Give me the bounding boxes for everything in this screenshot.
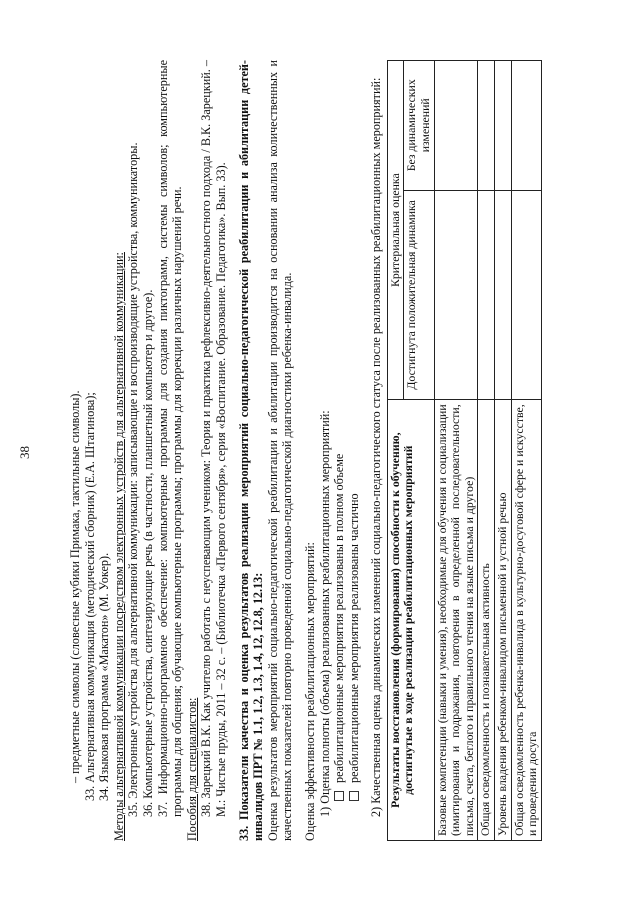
paragraph: Оценка эффективности реабилитационных мероприятий: (302, 542, 317, 841)
table-cell-achieved[interactable] (434, 190, 478, 400)
list-item: 34. Языковая программа «Макатон» (М. Уокер). (97, 552, 112, 801)
list-item: 38. Зарецкий В.К. Как учителю работать с неуспевающим учеником: Теория и практика рефлексивно-деятельностного подхода / В.К. Зарецкий. – М.: Чистые пруды, 2011 – 32 с. – (Библиотечка «Первого сентября», серия «Воспитание. Образование. Педагогика». Вып. 33). (199, 60, 228, 817)
table-row (511, 61, 541, 841)
list-item: 36. Компьютерные устройства, синтезирующие речь (в частности, планшетный компьютер и другое). (140, 289, 155, 817)
table-cell-no-change[interactable] (511, 61, 541, 191)
table-cell-no-change[interactable] (434, 61, 478, 191)
table-header-achieved: Достигнута положительная динамика (404, 190, 434, 400)
list-item: 35. Электронные устройства для альтернативной коммуникации: записывающие и воспроизводящие устройства, коммуникаторы. (126, 142, 141, 817)
checkbox-option: реабилитационные мероприятия реализованы частично (347, 60, 362, 841)
table-row (478, 61, 495, 841)
table-cell-achieved[interactable] (478, 190, 495, 400)
checkbox-icon (349, 791, 359, 801)
paragraph: Оценка результатов мероприятий социально-педагогической реабилитации и абилитации производится на основании анализа количественных и качественных показателей повторно проведенной социально-педагогической диагностики ребенка-инвалида. (265, 60, 295, 841)
section-title: 33. Показатели качества и оценка результатов реализации мероприятий социально-педагогической реабилитации и абилитации детей-инвалидов ПРТ № 1.1, 1.2, 1.3, 1.4, 12, 12.8, 12.13: (236, 60, 266, 841)
list-item: 37. Информационно-программное обеспечение: компьютерные программы для создания пиктограмм, системы символов; компьютерные программы для общения; обучающие компьютерные программы; программы для коррекции различных нарушений речи. (155, 60, 185, 817)
criteria-table (387, 60, 542, 841)
list-item: 33. Альтернативная коммуникация (методический сборник) (Е.А. Штагинова); (82, 392, 97, 801)
checkbox-icon (334, 791, 344, 801)
numbered-item: 2) Качественная оценка динамических изменений социально-педагогического статуса после реализованных реабилитационных мероприятий: (369, 77, 384, 817)
page-number: 38 (17, 446, 32, 459)
section-heading: Пособия для специалистов: (184, 697, 199, 841)
table-cell-achieved[interactable] (511, 190, 541, 400)
table-cell: Базовые компетенции (навыки и умения), необходимые для обучения и социализации (имитирования и подражания, повторения в определенной последовательности, письма, счета, беглого и правильного чтения на языке письма и другое) (434, 400, 478, 841)
table-cell-achieved[interactable] (495, 190, 512, 400)
table-header-criteria: Критериальная оценка (387, 61, 404, 400)
table-cell: Общая осведомленность ребенка-инвалида в культурно-досуговой сфере и искусстве, и проведении досуга (511, 400, 541, 841)
list-item: – предметные символы (словесные кубики Примака, тактильные символы). (68, 390, 82, 783)
table-header-results: Результаты восстановления (формирования) способности к обучению, достигнутые в ходе реализации реабилитационных мероприятий (387, 400, 434, 841)
table-row (495, 61, 512, 841)
page-content (68, 60, 542, 841)
checkbox-option: реабилитационные мероприятия реализованы в полном объеме (332, 60, 347, 841)
table-cell: Уровень владения ребенком-инвалидом письменной и устной речью (495, 400, 512, 841)
table-cell-no-change[interactable] (478, 61, 495, 191)
table-header-no-change: Без динамических изменений (404, 61, 434, 191)
numbered-item: 1) Оценка полноты (объема) реализованных реабилитационных мероприятий: (317, 410, 332, 817)
section-heading: Методы альтернативной коммуникации посредством электронных устройств для альтернативной коммуникации: (111, 252, 126, 841)
table-cell: Общая осведомленность и познавательная активность (478, 400, 495, 841)
table-cell-no-change[interactable] (495, 61, 512, 191)
table-row (434, 61, 478, 841)
